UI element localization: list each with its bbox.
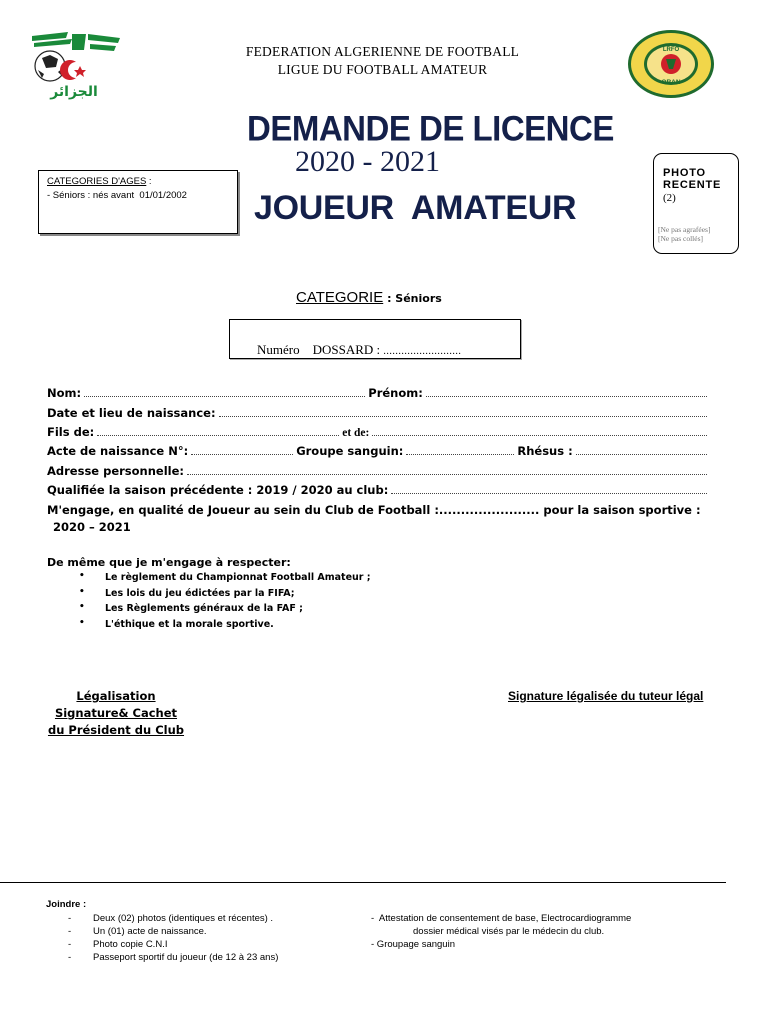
photo-label-2: RECENTE — [663, 179, 722, 191]
bottom-divider — [0, 882, 726, 883]
lrfo-logo — [626, 29, 716, 99]
engage-line-1: M'engage, en qualité de Joueur au sein du Club de Football :....................... pour la saison sportive : — [47, 503, 701, 517]
rule-item: • Les Règlements généraux de la FAF ; — [79, 603, 371, 619]
photo-label-3: (2) — [663, 192, 676, 204]
join-right-2: dossier médical visés par le médecin du club. — [413, 926, 605, 937]
league-name: LIGUE DU FOOTBALL AMATEUR — [277, 62, 488, 77]
category-value: : Séniors — [383, 292, 442, 305]
photo-note-2: [Ne pas collés] — [658, 234, 703, 243]
rule-item: • Les lois du jeu édictées par la FIFA; — [79, 588, 371, 604]
join-right-1: - Attestation de consentement de base, Electrocardiogramme — [371, 913, 632, 924]
signature-left-2: Signature& Cachet — [54, 706, 178, 720]
join-item: Un (01) acte de naissance. — [93, 926, 207, 937]
photo-label-1: PHOTO — [663, 167, 706, 179]
lrfo-bottom-text: ORAN — [661, 79, 681, 86]
mother-input[interactable] — [372, 434, 707, 436]
lrfo-seal-icon — [626, 29, 716, 99]
prenom-label: Prénom: — [368, 386, 423, 400]
rule-item: • L'éthique et la morale sportive. — [79, 619, 371, 635]
prenom-input[interactable] — [426, 395, 707, 397]
join-title: Joindre : — [46, 899, 87, 910]
photo-note-1: [Ne pas agrafées] — [658, 225, 711, 234]
fils-de-label: Fils de: — [47, 425, 95, 439]
rhesus-label: Rhésus : — [517, 444, 573, 458]
dossard-box[interactable] — [229, 319, 521, 359]
signature-right: Signature légalisée du tuteur légal — [508, 689, 704, 703]
faf-logo — [28, 28, 124, 102]
federation-name: FEDERATION ALGERIENNE DE FOOTBALL — [245, 44, 520, 59]
dossard-label: Numéro DOSSARD : — [257, 342, 381, 357]
category-label: CATEGORIE — [296, 289, 384, 306]
field-row-name — [47, 386, 710, 400]
rules-list — [79, 572, 371, 634]
age-categories-heading: CATEGORIES D'AGES — [47, 176, 147, 187]
title-season: 2020 - 2021 — [295, 145, 440, 178]
signature-left-3: du Président du Club — [47, 723, 185, 737]
field-row-acte — [47, 444, 710, 458]
rules-intro: De même que je m'engage à respecter: — [47, 556, 291, 569]
nom-label: Nom: — [47, 386, 82, 400]
age-categories-box — [38, 170, 238, 234]
rule-item: • Le règlement du Championnat Football Amateur ; — [79, 572, 371, 588]
father-input[interactable] — [97, 434, 339, 436]
groupe-input[interactable] — [406, 453, 514, 455]
address-input[interactable] — [187, 473, 707, 475]
title-main: DEMANDE DE LICENCE — [247, 108, 614, 148]
join-right-3: - Groupage sanguin — [371, 939, 455, 950]
faf-arabic-text: الجزائر — [50, 84, 98, 100]
age-categories-line: - Séniors : nés avant 01/01/2002 — [47, 190, 187, 201]
birth-label: Date et lieu de naissance: — [47, 406, 216, 420]
field-row-address — [47, 464, 710, 478]
groupe-label: Groupe sanguin: — [296, 444, 404, 458]
age-categories-colon: : — [146, 176, 152, 187]
field-row-parents — [47, 425, 710, 439]
birth-input[interactable] — [219, 415, 707, 417]
field-row-birth — [47, 406, 710, 420]
join-item: Deux (02) photos (identiques et récentes) . — [93, 913, 274, 924]
signature-left-1: Légalisation — [76, 689, 156, 703]
title-subtitle: JOUEUR AMATEUR — [254, 189, 577, 227]
nom-input[interactable] — [84, 395, 365, 397]
engage-line-2: 2020 – 2021 — [53, 520, 131, 534]
field-row-previous-club — [47, 483, 710, 497]
address-label: Adresse personnelle: — [47, 464, 185, 478]
acte-input[interactable] — [191, 453, 293, 455]
join-item: Passeport sportif du joueur (de 12 à 23 ans) — [93, 952, 279, 963]
dossard-dots: .......................... — [383, 346, 462, 357]
et-de-label: et de: — [342, 427, 370, 439]
previous-club-label: Qualifiée la saison précédente : 2019 / 2020 au club: — [47, 483, 389, 497]
join-item: Photo copie C.N.I — [93, 939, 168, 950]
lrfo-top-text: LRFO — [662, 47, 680, 53]
acte-label: Acte de naissance N°: — [47, 444, 189, 458]
previous-club-input[interactable] — [391, 492, 707, 494]
rhesus-input[interactable] — [576, 453, 707, 455]
photo-box — [653, 153, 739, 254]
